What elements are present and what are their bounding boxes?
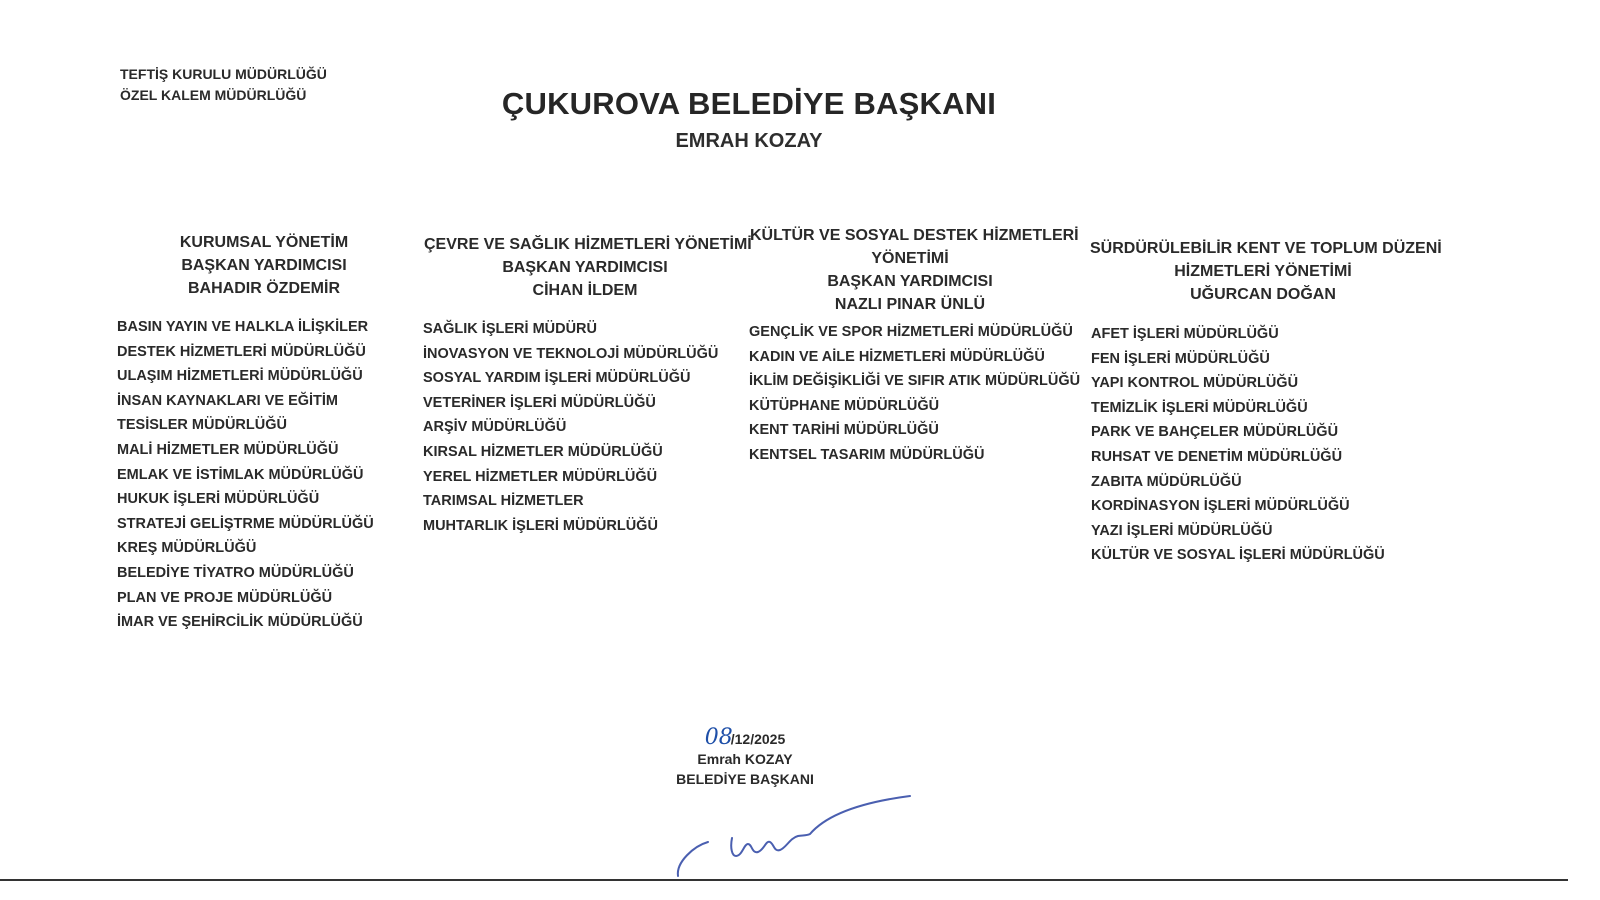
- column-3-header: [750, 224, 1079, 316]
- list-item: TARIMSAL HİZMETLER: [423, 493, 584, 510]
- column-2-list: [423, 317, 718, 538]
- list-item: PLAN VE PROJE MÜDÜRLÜĞÜ: [117, 589, 333, 606]
- list-item: KREŞ MÜDÜRLÜĞÜ: [117, 540, 257, 557]
- list-item: SOSYAL YARDIM İŞLERİ MÜDÜRLÜĞÜ: [423, 370, 691, 387]
- column-1-header: [172, 231, 356, 300]
- column-3-person: NAZLI PINAR ÜNLÜ: [834, 296, 986, 313]
- unit-inspection-board: TEFTİŞ KURULU MÜDÜRLÜĞÜ: [120, 66, 327, 82]
- list-item: YAPI KONTROL MÜDÜRLÜĞÜ: [1091, 375, 1299, 392]
- page-bottom-rule: [0, 879, 1568, 881]
- list-item: İNOVASYON VE TEKNOLOJİ MÜDÜRLÜĞÜ: [423, 345, 719, 362]
- column-1-person: BAHADIR ÖZDEMİR: [188, 280, 340, 297]
- list-item: KENTSEL TASARIM MÜDÜRLÜĞÜ: [749, 446, 985, 463]
- list-item: BASIN YAYIN VE HALKLA İLİŞKİLER: [117, 319, 369, 335]
- list-item: ULAŞIM HİZMETLERİ MÜDÜRLÜĞÜ: [117, 368, 363, 385]
- column-1-role: BAŞKAN YARDIMCISI: [181, 257, 347, 274]
- list-item: KENT TARİHİ MÜDÜRLÜĞÜ: [749, 422, 939, 439]
- list-item: FEN İŞLERİ MÜDÜRLÜĞÜ: [1091, 350, 1270, 367]
- list-item: KÜLTÜR VE SOSYAL İŞLERİ MÜDÜRLÜĞÜ: [1091, 547, 1385, 564]
- document-title: ÇUKUROVA BELEDİYE BAŞKANI: [501, 86, 997, 121]
- list-item: STRATEJİ GELİŞTRME MÜDÜRLÜĞÜ: [117, 515, 374, 532]
- list-item: İNSAN KAYNAKLARI VE EĞİTİM: [117, 392, 339, 409]
- list-item: KIRSAL HİZMETLER MÜDÜRLÜĞÜ: [423, 443, 663, 460]
- list-item: TEMİZLİK İŞLERİ MÜDÜRLÜĞÜ: [1091, 399, 1308, 416]
- list-item: PARK VE BAHÇELER MÜDÜRLÜĞÜ: [1091, 424, 1339, 441]
- column-4-header: [1090, 237, 1442, 306]
- list-item: RUHSAT VE DENETİM MÜDÜRLÜĞÜ: [1091, 448, 1343, 465]
- list-item: SAĞLIK İŞLERİ MÜDÜRÜ: [423, 321, 597, 337]
- column-3-department-cont: YÖNETİMİ: [871, 250, 949, 267]
- column-4-department-cont: HİZMETLERİ YÖNETİMİ: [1174, 263, 1352, 280]
- unit-private-office: ÖZEL KALEM MÜDÜRLÜĞÜ: [120, 87, 307, 103]
- signature-block: [640, 727, 850, 789]
- column-1-list: [117, 315, 374, 635]
- signature-stroke-2: [731, 796, 910, 856]
- handwritten-signature: [660, 790, 920, 882]
- column-2-header: [424, 233, 752, 302]
- column-2-department: ÇEVRE VE SAĞLIK HİZMETLERİ YÖNETİMİ: [424, 236, 752, 253]
- list-item: ARŞİV MÜDÜRLÜĞÜ: [423, 419, 567, 436]
- column-3-role: BAŞKAN YARDIMCISI: [827, 273, 993, 290]
- list-item: TESİSLER MÜDÜRLÜĞÜ: [117, 417, 287, 434]
- signer-name: Emrah KOZAY: [697, 751, 793, 767]
- date-month-year: /12/2025: [730, 731, 786, 747]
- list-item: VETERİNER İŞLERİ MÜDÜRLÜĞÜ: [423, 394, 656, 411]
- column-4-department: SÜRDÜRÜLEBİLİR KENT VE TOPLUM DÜZENİ: [1090, 240, 1442, 257]
- list-item: BELEDİYE TİYATRO MÜDÜRLÜĞÜ: [117, 564, 354, 581]
- column-3-list: [749, 320, 1080, 468]
- list-item: KÜTÜPHANE MÜDÜRLÜĞÜ: [749, 397, 940, 414]
- list-item: KADIN VE AİLE HİZMETLERİ MÜDÜRLÜĞÜ: [749, 348, 1045, 365]
- list-item: ZABITA MÜDÜRLÜĞÜ: [1091, 473, 1242, 490]
- signature-stroke-1: [678, 842, 708, 876]
- list-item: YEREL HİZMETLER MÜDÜRLÜĞÜ: [423, 468, 658, 485]
- signer-role: BELEDİYE BAŞKANI: [676, 771, 814, 787]
- handwritten-day: 08: [704, 725, 733, 750]
- list-item: GENÇLİK VE SPOR HİZMETLERİ MÜDÜRLÜĞÜ: [749, 324, 1073, 340]
- list-item: İMAR VE ŞEHİRCİLİK MÜDÜRLÜĞÜ: [117, 614, 363, 631]
- list-item: EMLAK VE İSTİMLAK MÜDÜRLÜĞÜ: [117, 466, 364, 483]
- list-item: MALİ HİZMETLER MÜDÜRLÜĞÜ: [117, 441, 339, 458]
- column-3-department: KÜLTÜR VE SOSYAL DESTEK HİZMETLERİ: [750, 227, 1079, 244]
- column-4-person: UĞURCAN DOĞAN: [1190, 286, 1336, 303]
- list-item: HUKUK İŞLERİ MÜDÜRLÜĞÜ: [117, 491, 320, 508]
- list-item: KORDİNASYON İŞLERİ MÜDÜRLÜĞÜ: [1091, 498, 1350, 515]
- list-item: MUHTARLIK İŞLERİ MÜDÜRLÜĞÜ: [423, 517, 658, 534]
- list-item: YAZI İŞLERİ MÜDÜRLÜĞÜ: [1091, 522, 1273, 539]
- list-item: DESTEK HİZMETLERİ MÜDÜRLÜĞÜ: [117, 343, 366, 360]
- list-item: AFET İŞLERİ MÜDÜRLÜĞÜ: [1091, 326, 1279, 342]
- column-2-role: BAŞKAN YARDIMCISI: [502, 259, 668, 276]
- list-item: İKLİM DEĞİŞİKLİĞİ VE SIFIR ATIK MÜDÜRLÜĞÜ: [749, 373, 1081, 390]
- column-1-department: KURUMSAL YÖNETİM: [179, 234, 349, 251]
- mayor-name: EMRAH KOZAY: [675, 130, 823, 152]
- approval-date: [640, 727, 850, 749]
- column-2-person: CİHAN İLDEM: [532, 282, 638, 299]
- column-4-list: [1091, 322, 1385, 568]
